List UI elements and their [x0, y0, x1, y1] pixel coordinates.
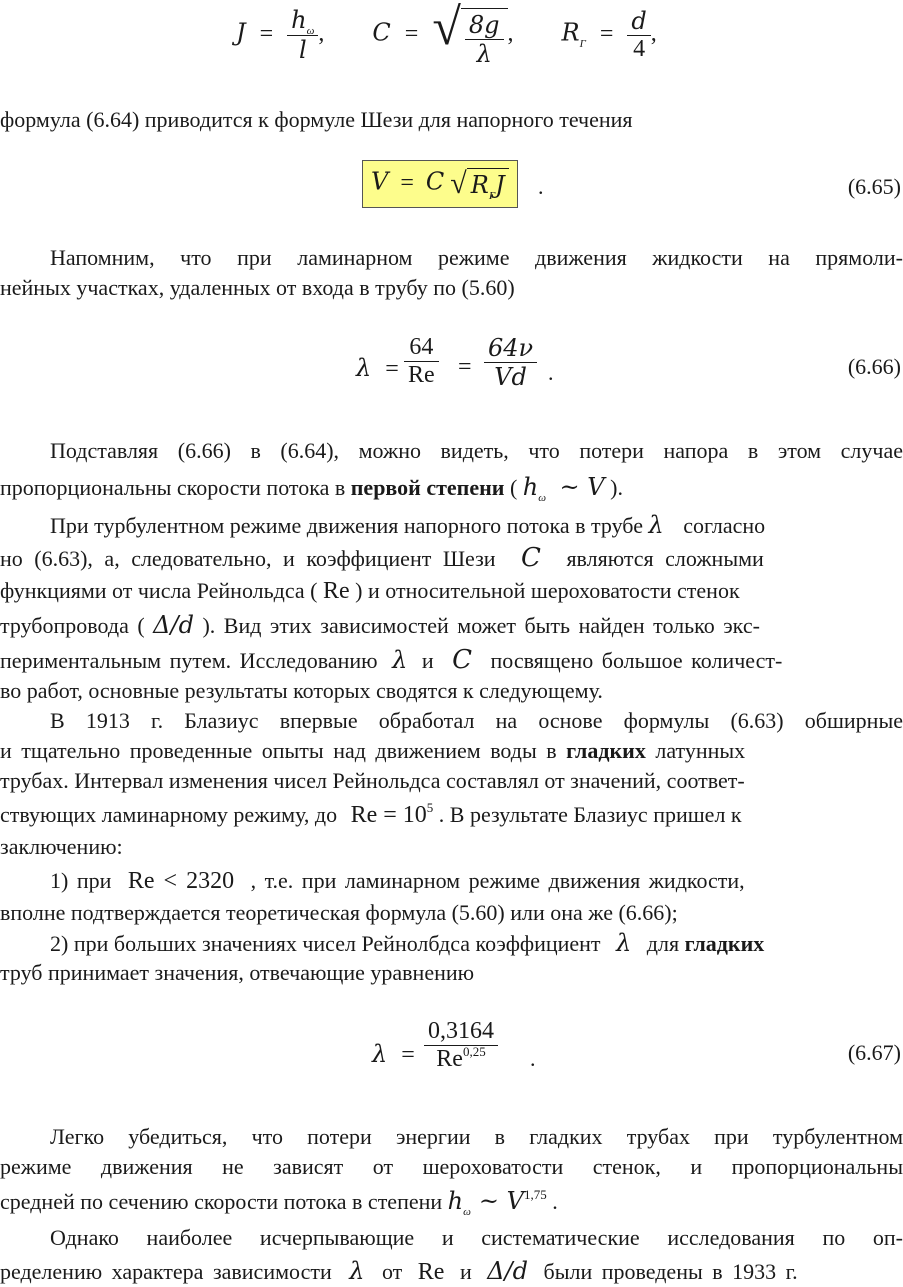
- text: функциями от числа Рейнольдса (: [0, 578, 323, 603]
- list-item-1-line1: [0, 866, 903, 896]
- symbol-h: h: [522, 473, 539, 501]
- symbol-delta-over-d: Δ/d: [487, 1257, 528, 1285]
- symbol-C: C: [521, 543, 541, 573]
- paragraph-smooth-pipes-line3: [0, 1186, 903, 1221]
- symbol-h: h: [291, 6, 307, 34]
- symbol-C: C: [425, 167, 445, 196]
- text: были проведены в 1933 г.: [534, 1259, 798, 1284]
- text: латунных: [645, 738, 746, 763]
- equation-6-67: [0, 1018, 903, 1092]
- formula-Re-less-2320: Re < 2320: [127, 868, 235, 894]
- equation-number: (6.65): [847, 174, 901, 199]
- equation-number: (6.66): [847, 354, 901, 379]
- symbol-Re: Re: [417, 1259, 445, 1285]
- equals-sign: =: [259, 20, 274, 47]
- paragraph-blasius-line3: трубах. Интервал изменения чисел Рейнольдса составлял от значений, соответ-: [0, 768, 745, 793]
- equation-6-65: [0, 160, 903, 212]
- equation-6-66: [0, 334, 903, 406]
- symbol-d: d: [631, 7, 647, 35]
- symbol-Re: Re: [323, 578, 350, 604]
- list-item-1-line2: вполне подтверждается теоретическая формула (5.60) или она же (6.66);: [0, 900, 678, 925]
- symbol-V: V: [371, 167, 389, 196]
- text: ствующих ламинарному режиму, до: [0, 802, 343, 827]
- subscript-G: Г: [579, 37, 586, 50]
- paragraph-chezy-intro: формула (6.64) приводится к формуле Шези для напорного течения: [0, 107, 633, 132]
- symbol-lambda: λ: [616, 929, 632, 957]
- highlighted-formula: [362, 160, 518, 208]
- fraction-64-over-Re: [404, 334, 439, 389]
- denominator-Vd: Vd: [484, 362, 537, 391]
- text: . В результате Блазиус пришел к: [433, 802, 742, 827]
- sqrt-8g-over-lambda: √ $\frac{8g}{\lambda}$: [432, 2, 507, 68]
- text: но (6.63), а, следовательно, и коэффициент Шези: [0, 546, 508, 571]
- paragraph-first-power-line2: [0, 472, 903, 507]
- text: пропорциональны скорости потока в: [0, 475, 351, 500]
- list-item-2-line1: [0, 928, 903, 959]
- text: периментальным путем. Исследованию: [0, 648, 387, 673]
- text: ).: [604, 475, 623, 500]
- symbol-R: R: [470, 171, 489, 199]
- fraction-d-over-4: [627, 7, 650, 63]
- text: являются сложными: [554, 546, 764, 571]
- equation-number: (6.67): [847, 1040, 901, 1065]
- text: ) и относительной шероховатости стенок: [349, 578, 740, 603]
- symbol-h: h: [447, 1187, 464, 1215]
- paragraph-smooth-pipes-line1: Легко убедиться, что потери энергии в гладких трубах при турбулентном: [50, 1124, 903, 1149]
- text: ). Вид этих зависимостей может быть найден только экс-: [193, 613, 760, 638]
- bold-text: гладких: [684, 931, 765, 956]
- denominator-Re: Re: [404, 361, 439, 389]
- list-item-2-line2: труб принимает значения, отвечающие уравнению: [0, 960, 475, 985]
- symbol-lambda: λ: [392, 646, 408, 674]
- bold-text: первой степени: [350, 475, 505, 500]
- proportional-V: ~ V: [478, 1187, 524, 1215]
- period: .: [548, 360, 554, 385]
- equation-definitions: [236, 2, 696, 68]
- fraction-64nu-over-Vd: [484, 334, 537, 391]
- text: Re: [436, 1046, 463, 1072]
- text: , т.е. при ламинарном режиме движения жидкости,: [242, 868, 745, 893]
- symbol-lambda: λ: [648, 511, 664, 539]
- symbol-delta-over-d: Δ/d: [153, 611, 194, 639]
- period: .: [530, 1046, 536, 1071]
- paragraph-turbulent-line3: [0, 576, 903, 606]
- paragraph-smooth-pipes-line2: режиме движения не зависят от шероховатости стенок, и пропорциональны: [0, 1154, 903, 1179]
- text: трубопровода (: [0, 613, 154, 638]
- text: и: [450, 1259, 482, 1284]
- text: (: [504, 475, 518, 500]
- subscript-G: Г: [488, 190, 496, 202]
- sqrt-RJ: √ $R_ГJ$: [450, 167, 508, 201]
- text: 2) при больших значениях чисел Рейнолбдса коэффициент: [50, 931, 607, 956]
- numerator-03164: 0,3164: [428, 1018, 494, 1044]
- number-4: 4: [627, 35, 650, 63]
- period: .: [538, 174, 544, 199]
- fraction-blasius: [424, 1018, 498, 1073]
- equals-sign: =: [458, 354, 472, 380]
- paragraph-research-line1: Однако наиболее исчерпывающие и систематические исследования по оп-: [50, 1225, 903, 1250]
- text: от: [372, 1259, 412, 1284]
- numerator-64: 64: [409, 334, 434, 360]
- equals-sign: =: [404, 20, 419, 47]
- subscript-omega: ω: [306, 25, 315, 37]
- text: посвящено большое количест-: [482, 648, 783, 673]
- paragraph-blasius-line2: [0, 736, 903, 766]
- superscript-175: 1,75: [524, 1187, 547, 1202]
- text: и тщательно проведенные опыты над движением воды в: [0, 738, 567, 763]
- paragraph-laminar-line2: нейных участках, удаленных от входа в трубу по (5.60): [0, 275, 515, 300]
- symbol-lambda: λ: [372, 1040, 388, 1068]
- comma: ,: [318, 20, 325, 47]
- text: ределению характера зависимости: [0, 1259, 342, 1284]
- text: .: [546, 1189, 558, 1214]
- denominator-Re-power: [424, 1045, 498, 1073]
- paragraph-blasius-line4: [0, 800, 903, 833]
- text: согласно: [677, 513, 766, 538]
- comma: ,: [507, 20, 514, 47]
- symbol-J: J: [495, 171, 505, 199]
- paragraph-first-power-line1: Подставляя (6.66) в (6.64), можно видеть, что потери напора в этом случае: [50, 438, 903, 463]
- symbol-l: l: [287, 35, 318, 64]
- paragraph-blasius-line1: В 1913 г. Блазиус впервые обработал на основе формулы (6.63) обширные: [50, 708, 903, 733]
- symbol-C: C: [372, 18, 391, 47]
- symbol-lambda: λ: [356, 354, 372, 382]
- proportional-V: ~ V: [559, 473, 605, 501]
- paragraph-turbulent-line4: [0, 610, 903, 641]
- equals-sign: =: [599, 20, 614, 47]
- symbol-R: R: [561, 18, 580, 47]
- paragraph-turbulent-line5: [0, 645, 903, 676]
- symbol-lambda: λ: [349, 1257, 365, 1285]
- numerator-64nu: 64ν: [488, 334, 534, 362]
- paragraph-turbulent-line6: во работ, основные результаты которых сводятся к следующему.: [0, 678, 603, 703]
- numerator-8g: 8g: [468, 11, 500, 39]
- text: и: [413, 648, 443, 673]
- bold-text: гладких: [566, 738, 646, 763]
- equals-sign: =: [400, 169, 414, 196]
- paragraph-turbulent-line2: [0, 543, 903, 574]
- text: средней по сечению скорости потока в степени: [0, 1189, 448, 1214]
- fraction-8g-over-lambda: [465, 11, 504, 68]
- equals-sign: =: [385, 356, 399, 382]
- paragraph-research-line2: [0, 1256, 903, 1287]
- paragraph-turbulent-line1: [0, 510, 903, 541]
- fraction-h-over-l: [287, 6, 318, 64]
- comma: ,: [650, 20, 657, 47]
- symbol-J: J: [236, 18, 246, 47]
- equals-sign: =: [401, 1042, 415, 1068]
- subscript-omega: ω: [463, 1206, 471, 1218]
- text: для: [641, 931, 685, 956]
- paragraph-laminar-line1: Напомним, что при ламинарном режиме движения жидкости на прямоли-: [50, 245, 903, 270]
- subscript-omega: ω: [538, 492, 547, 504]
- text: При турбулентном режиме движения напорного потока в трубе: [50, 513, 649, 538]
- superscript-025: 0,25: [462, 1044, 486, 1059]
- text: 1) при: [50, 868, 120, 893]
- symbol-lambda: λ: [465, 39, 504, 68]
- superscript-5: 5: [426, 800, 434, 815]
- formula-Re-equals-10: Re = 10: [350, 802, 427, 828]
- paragraph-blasius-line5: заключению:: [0, 834, 123, 859]
- symbol-C: C: [452, 645, 472, 675]
